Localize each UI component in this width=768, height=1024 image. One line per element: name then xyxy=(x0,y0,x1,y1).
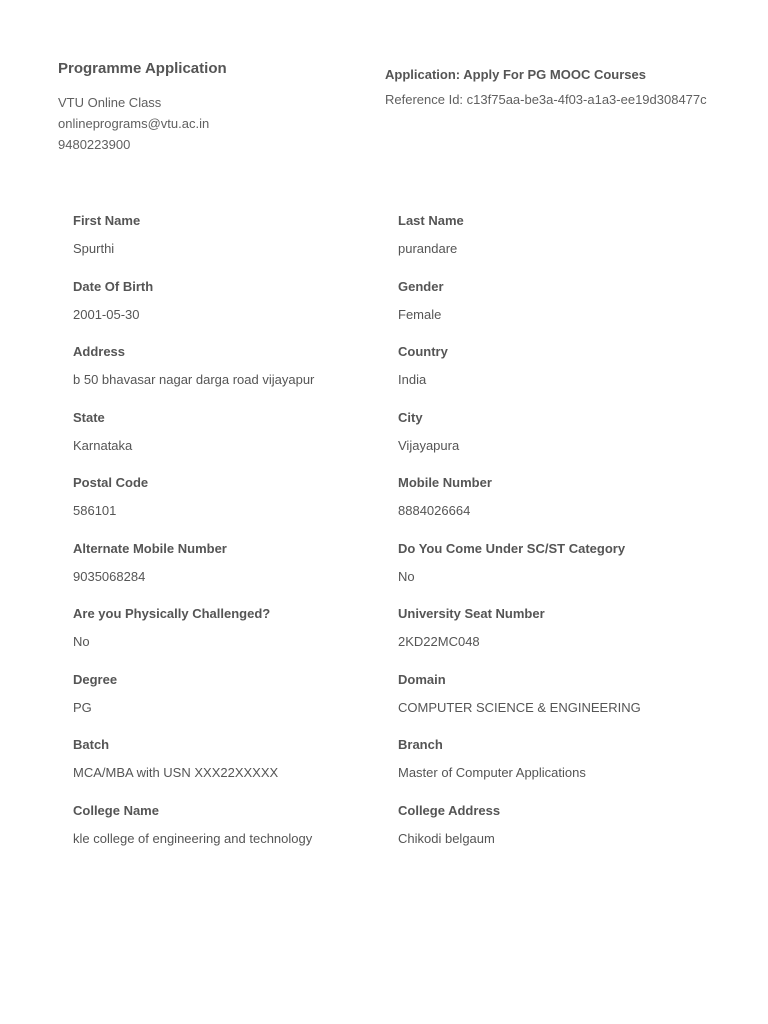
organization-header xyxy=(58,60,358,155)
field-row xyxy=(73,606,753,672)
field-university-seat-number xyxy=(398,606,723,672)
field-value: Master of Computer Applications xyxy=(398,765,586,780)
field-label: Are you Physically Challenged? xyxy=(73,606,271,621)
field-first-name xyxy=(73,213,398,279)
field-label: Date Of Birth xyxy=(73,278,154,294)
field-value: 586101 xyxy=(73,503,117,518)
field-value: MCA/MBA with USN XXX22XXXXX xyxy=(73,765,279,780)
field-label: Postal Code xyxy=(73,475,149,490)
field-country xyxy=(398,344,723,410)
field-value: 8884026664 xyxy=(398,503,471,518)
field-label: College Name xyxy=(73,802,159,818)
reference-id: Reference Id: c13f75aa-be3a-4f03-a1a3-ee19d308477c xyxy=(385,92,707,107)
field-row xyxy=(73,475,753,541)
field-label: State xyxy=(73,409,105,425)
field-value: Spurthi xyxy=(73,241,115,256)
field-row xyxy=(73,672,753,738)
field-label: University Seat Number xyxy=(398,606,545,621)
field-label: Alternate Mobile Number xyxy=(73,540,227,556)
field-label: Batch xyxy=(73,737,110,752)
field-value: COMPUTER SCIENCE & ENGINEERING xyxy=(398,699,641,715)
field-row xyxy=(73,344,753,410)
field-label: Domain xyxy=(398,671,446,687)
org-name: VTU Online Class xyxy=(58,95,162,110)
field-value: Chikodi belgaum xyxy=(398,830,495,846)
field-college-address xyxy=(398,803,723,869)
field-alternate-mobile-number xyxy=(73,541,398,607)
field-label: Country xyxy=(398,344,448,359)
field-row xyxy=(73,213,753,279)
field-address xyxy=(73,344,398,410)
field-row xyxy=(73,410,753,476)
field-gender xyxy=(398,279,723,345)
field-label: College Address xyxy=(398,802,501,818)
org-phone: 9480223900 xyxy=(58,137,131,152)
programme-title: Programme Application xyxy=(58,60,227,77)
field-value: 2001-05-30 xyxy=(73,306,140,322)
field-city xyxy=(398,410,723,476)
field-college-name xyxy=(73,803,398,869)
field-label: Branch xyxy=(398,737,443,752)
field-row xyxy=(73,541,753,607)
field-do-you-come-under-sc-st-category xyxy=(398,541,723,607)
field-row xyxy=(73,279,753,345)
field-value: Karnataka xyxy=(73,437,133,453)
field-domain xyxy=(398,672,723,738)
application-header xyxy=(385,67,755,108)
field-value: No xyxy=(73,634,90,649)
org-email: onlineprograms@vtu.ac.in xyxy=(58,116,210,131)
field-value: Vijayapura xyxy=(398,437,460,453)
field-value: kle college of engineering and technology xyxy=(73,830,313,846)
field-label: Do You Come Under SC/ST Category xyxy=(398,540,626,556)
field-label: Address xyxy=(73,344,126,359)
applicant-details xyxy=(73,213,753,868)
field-label: Mobile Number xyxy=(398,475,492,490)
field-value: 9035068284 xyxy=(73,568,146,584)
field-label: Last Name xyxy=(398,213,464,228)
field-value: India xyxy=(398,372,427,387)
field-branch xyxy=(398,737,723,803)
field-state xyxy=(73,410,398,476)
field-label: First Name xyxy=(73,213,141,228)
field-postal-code xyxy=(73,475,398,541)
field-row xyxy=(73,737,753,803)
field-label: Gender xyxy=(398,278,444,294)
field-mobile-number xyxy=(398,475,723,541)
field-value: 2KD22MC048 xyxy=(398,634,480,649)
application-title: Application: Apply For PG MOOC Courses xyxy=(385,67,646,82)
field-value: purandare xyxy=(398,241,458,256)
field-last-name xyxy=(398,213,723,279)
field-date-of-birth xyxy=(73,279,398,345)
field-row xyxy=(73,803,753,869)
field-value: No xyxy=(398,568,415,584)
field-batch xyxy=(73,737,398,803)
field-value: b 50 bhavasar nagar darga road vijayapur xyxy=(73,372,315,387)
field-value: PG xyxy=(73,699,92,715)
field-degree xyxy=(73,672,398,738)
field-value: Female xyxy=(398,306,442,322)
field-label: Degree xyxy=(73,671,118,687)
field-are-you-physically-challenged xyxy=(73,606,398,672)
field-label: City xyxy=(398,409,423,425)
